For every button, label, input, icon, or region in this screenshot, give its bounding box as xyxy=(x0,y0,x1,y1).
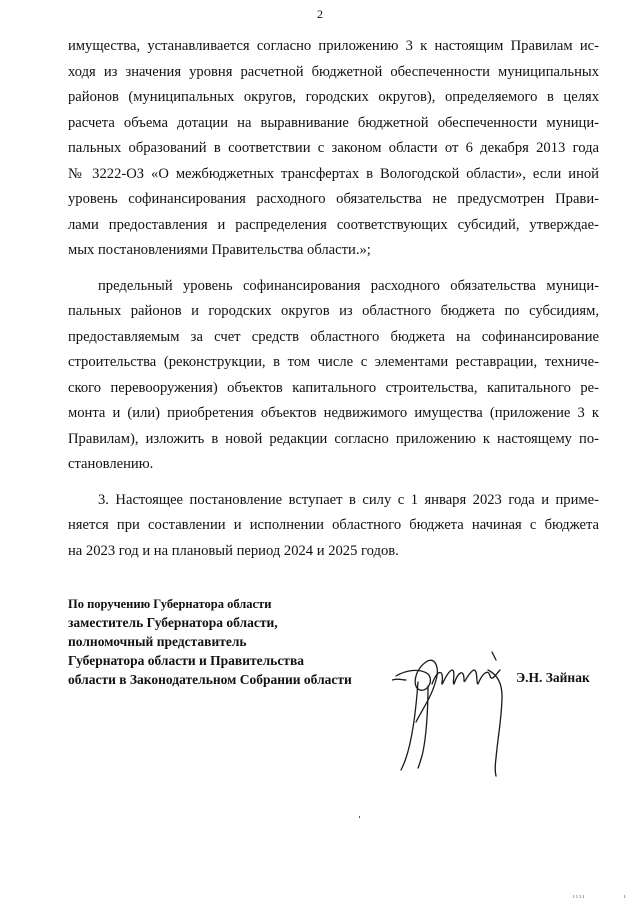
text-line: монта и (или) приобретения объектов недвижимого имущества (приложение 3 к xyxy=(68,405,599,421)
text-line: 3. Настоящее постановление вступает в силу с 1 января 2023 года и приме- xyxy=(98,491,599,508)
text-line: пальных районов и городских округов из областного бюджета по субсидиям, xyxy=(68,303,599,319)
text-line: ходя из значения уровня расчетной бюджетной обеспеченности муниципальных xyxy=(68,63,599,80)
text-line: лами предоставления и распределения соответствующих субсидий, утверждае- xyxy=(68,216,599,233)
paragraph xyxy=(68,34,599,264)
scan-corner-mark: ı xyxy=(624,894,626,900)
paragraph xyxy=(68,274,599,478)
text-line: на 2023 год и на плановый период 2024 и 2025 годов. xyxy=(68,542,399,559)
paragraph xyxy=(68,488,599,565)
text-line: предоставляемым за счет средств областного бюджета на софинансирование xyxy=(68,328,599,345)
text-line: районов (муниципальных округов, городских округов), определяемого в целях xyxy=(68,89,599,105)
text-line: расчета объема дотации на выравнивание бюджетной обеспеченности муници- xyxy=(68,114,599,131)
signer-position-line: области в Законодательном Собрании области xyxy=(68,672,352,687)
text-line: имущества, устанавливается согласно приложению 3 к настоящим Правилам ис- xyxy=(68,38,599,54)
scan-corner-mark: ı ı ı ı xyxy=(573,894,585,900)
scan-speck xyxy=(359,816,360,818)
document-body xyxy=(68,34,599,564)
text-line: няется при составлении и исполнении областного бюджета начиная с бюджета xyxy=(68,517,599,533)
signature-instruction: По поручению Губернатора области xyxy=(68,597,272,611)
signer-position-line: заместитель Губернатора области, xyxy=(68,615,278,630)
text-line: № 3222-ОЗ «О межбюджетных трансфертах в Вологодской области», если иной xyxy=(68,165,599,182)
signer-position-line: полномочный представитель xyxy=(68,634,247,649)
handwritten-signature xyxy=(392,640,522,780)
text-line: уровень софинансирования расходного обязательства не предусмотрен Прави- xyxy=(68,191,599,207)
text-line: Правилам), изложить в новой редакции согласно приложению к настоящему по- xyxy=(68,430,599,447)
text-line: мых постановлениями Правительства области.»; xyxy=(68,242,371,258)
text-line: ского перевооружения) объектов капитального строительства, капитального ре- xyxy=(68,379,599,396)
signer-name: Э.Н. Зайнак xyxy=(516,670,590,685)
signer-position-line: Губернатора области и Правительства xyxy=(68,653,304,668)
text-line: пальных образований в соответствии с законом области от 6 декабря 2013 года xyxy=(68,140,599,156)
text-line: строительства (реконструкции, в том числе с элементами реставрации, техниче- xyxy=(68,354,599,370)
text-line: предельный уровень софинансирования расходного обязательства муници- xyxy=(98,277,599,294)
page-number: 2 xyxy=(317,7,323,21)
text-line: становлению. xyxy=(68,456,154,472)
